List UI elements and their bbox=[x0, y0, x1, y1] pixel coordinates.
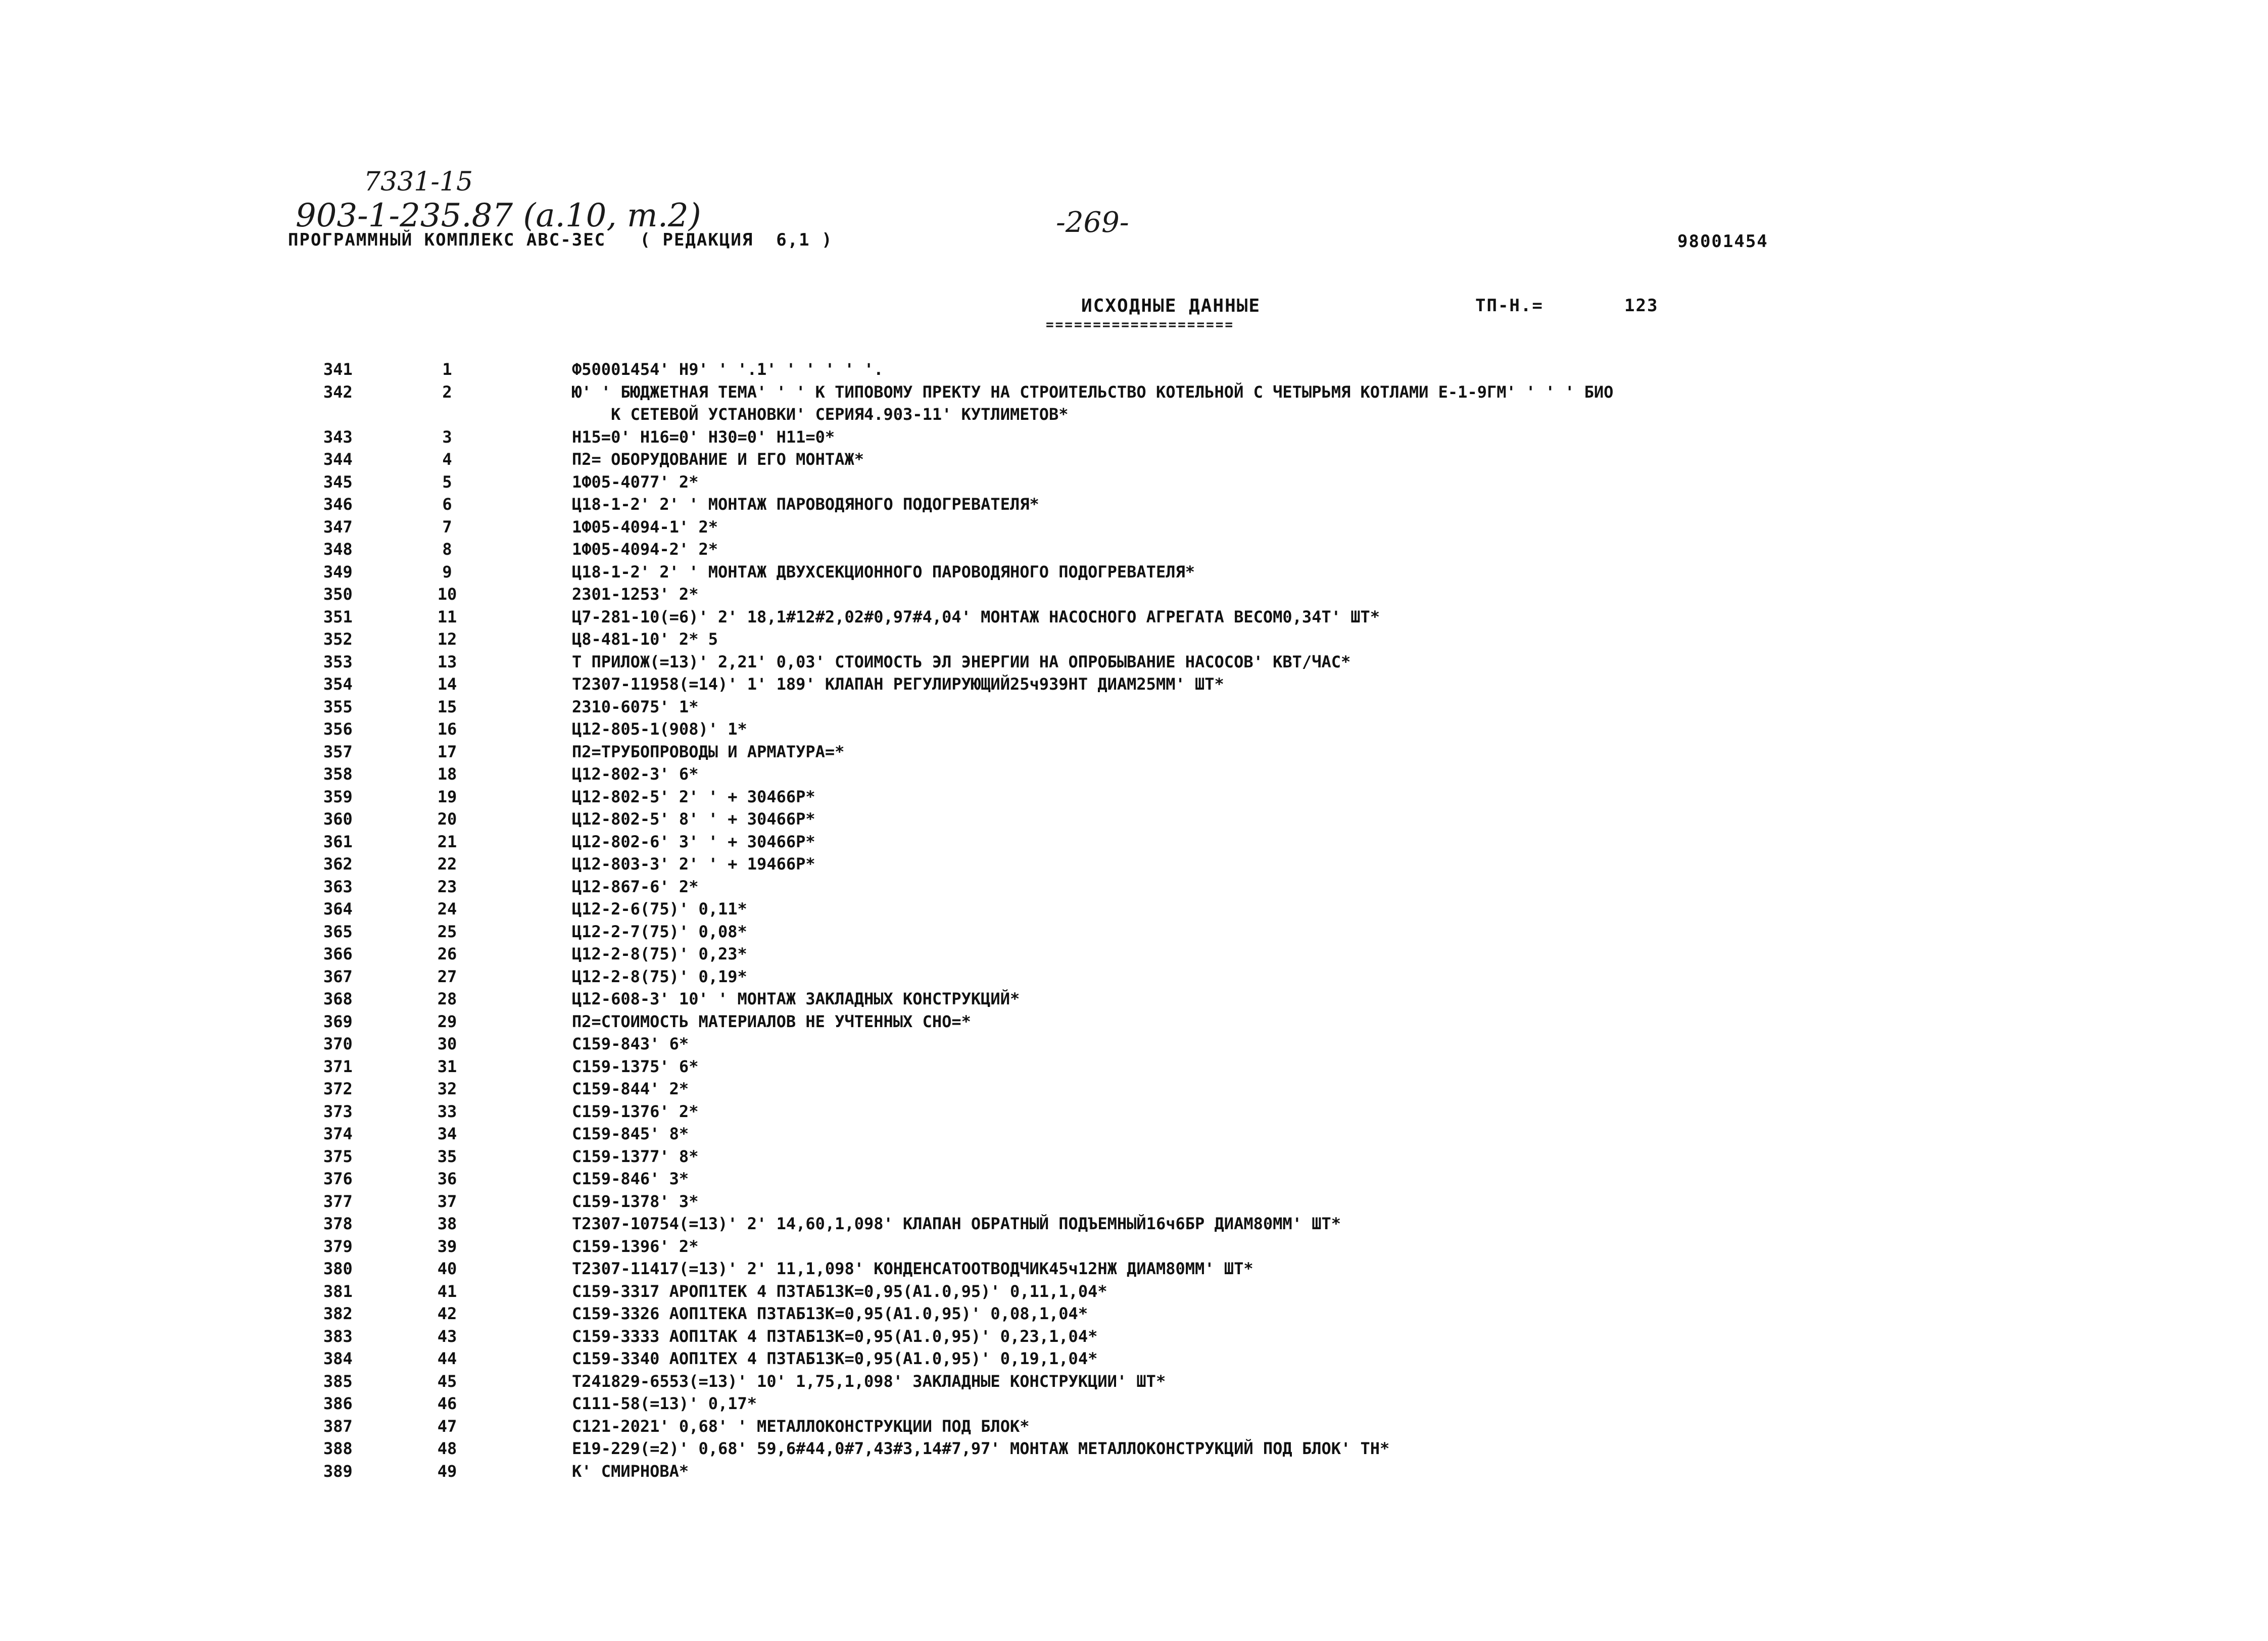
record-text: Ц12-802-5' 2' ' + 30466Р* bbox=[572, 787, 815, 806]
sequence-number: 32 bbox=[437, 1079, 457, 1098]
sequence-number: 2 bbox=[442, 382, 452, 402]
record-text: Ц12-867-6' 2* bbox=[572, 877, 699, 896]
line-number: 372 bbox=[323, 1079, 353, 1098]
sequence-number: 18 bbox=[437, 764, 457, 784]
record-text: С159-3326 АОП1ТЕКА П3ТАБ13К=0,95(А1.0,95)' 0,08,1,04* bbox=[572, 1304, 1088, 1323]
listing-row bbox=[323, 674, 2122, 697]
listing-row bbox=[323, 1057, 2122, 1080]
listing-row bbox=[323, 607, 2122, 630]
record-text: С159-1378' 3* bbox=[572, 1191, 699, 1211]
line-number: 381 bbox=[323, 1281, 353, 1301]
listing-row bbox=[323, 562, 2122, 585]
listing-row bbox=[323, 697, 2122, 720]
sequence-number: 27 bbox=[437, 967, 457, 986]
listing-row bbox=[323, 405, 2122, 427]
record-text: Е19-229(=2)' 0,68' 59,6#44,0#7,43#3,14#7,97' МОНТАЖ МЕТАЛЛОКОНСТРУКЦИЙ ПОД БЛОК' ТН* bbox=[572, 1439, 1390, 1458]
sequence-number: 19 bbox=[437, 787, 457, 806]
record-text: К' СМИРНОВА* bbox=[572, 1461, 689, 1481]
listing-row bbox=[323, 382, 2122, 405]
line-number: 388 bbox=[323, 1439, 353, 1458]
record-text: С159-1375' 6* bbox=[572, 1056, 699, 1076]
handwritten-archive-number: 7331-15 bbox=[364, 167, 473, 197]
record-text: С159-1376' 2* bbox=[572, 1101, 699, 1121]
line-number: 353 bbox=[323, 652, 353, 671]
data-listing bbox=[323, 360, 2122, 1484]
line-number: 370 bbox=[323, 1034, 353, 1053]
sequence-number: 23 bbox=[437, 877, 457, 896]
line-number: 345 bbox=[323, 472, 353, 492]
record-text: 2301-1253' 2* bbox=[572, 585, 699, 604]
listing-row bbox=[323, 517, 2122, 540]
listing-row bbox=[323, 764, 2122, 787]
record-text: С159-844' 2* bbox=[572, 1079, 689, 1098]
line-number: 358 bbox=[323, 764, 353, 784]
line-number: 378 bbox=[323, 1214, 353, 1233]
sequence-number: 12 bbox=[437, 630, 457, 649]
sequence-number: 46 bbox=[437, 1394, 457, 1413]
line-number: 361 bbox=[323, 832, 353, 851]
sequence-number: 11 bbox=[437, 607, 457, 626]
listing-row bbox=[323, 1147, 2122, 1170]
tp-number: 123 bbox=[1624, 296, 1659, 316]
sequence-number: 28 bbox=[437, 989, 457, 1008]
line-number: 365 bbox=[323, 922, 353, 941]
listing-row bbox=[323, 1102, 2122, 1125]
record-text: 1Ф05-4077' 2* bbox=[572, 472, 699, 492]
line-number: 387 bbox=[323, 1416, 353, 1436]
line-number: 352 bbox=[323, 630, 353, 649]
sequence-number: 22 bbox=[437, 854, 457, 874]
listing-row bbox=[323, 1462, 2122, 1484]
listing-row bbox=[323, 877, 2122, 900]
line-number: 355 bbox=[323, 697, 353, 716]
listing-row bbox=[323, 630, 2122, 652]
line-number: 367 bbox=[323, 967, 353, 986]
sequence-number: 29 bbox=[437, 1011, 457, 1031]
listing-row bbox=[323, 1124, 2122, 1147]
sequence-number: 42 bbox=[437, 1304, 457, 1323]
listing-row bbox=[323, 787, 2122, 810]
line-number: 374 bbox=[323, 1124, 353, 1143]
sequence-number: 14 bbox=[437, 674, 457, 694]
sequence-number: 45 bbox=[437, 1371, 457, 1391]
line-number: 347 bbox=[323, 517, 353, 537]
record-text: Т2307-10754(=13)' 2' 14,60,1,098' КЛАПАН ОБРАТНЫЙ ПОДЪЕМНЫЙ16ч6БР ДИАМ80ММ' ШТ* bbox=[572, 1214, 1341, 1233]
listing-row bbox=[323, 1439, 2122, 1462]
record-text: Ц12-2-7(75)' 0,08* bbox=[572, 922, 747, 941]
sequence-number: 5 bbox=[442, 472, 452, 492]
line-number: 389 bbox=[323, 1461, 353, 1481]
record-text: П2=СТОИМОСТЬ МАТЕРИАЛОВ НЕ УЧТЕННЫХ СНО=* bbox=[572, 1011, 971, 1031]
listing-row bbox=[323, 944, 2122, 967]
listing-row bbox=[323, 742, 2122, 765]
sequence-number: 13 bbox=[437, 652, 457, 671]
sequence-number: 43 bbox=[437, 1326, 457, 1346]
program-line: ПРОГРАММНЫЙ КОМПЛЕКС АВС-ЗЕС ( РЕДАКЦИЯ 6,1 ) bbox=[288, 230, 833, 250]
sequence-number: 35 bbox=[437, 1146, 457, 1166]
sequence-number: 21 bbox=[437, 832, 457, 851]
sequence-number: 6 bbox=[442, 495, 452, 514]
record-text: 1Ф05-4094-2' 2* bbox=[572, 540, 718, 559]
title-underline: ==================== bbox=[1046, 317, 1235, 332]
record-text: Ц12-805-1(908)' 1* bbox=[572, 719, 747, 739]
sequence-number: 44 bbox=[437, 1349, 457, 1368]
listing-row bbox=[323, 1327, 2122, 1349]
line-number: 386 bbox=[323, 1394, 353, 1413]
line-number: 354 bbox=[323, 674, 353, 694]
sequence-number: 34 bbox=[437, 1124, 457, 1143]
record-text: С111-58(=13)' 0,17* bbox=[572, 1394, 757, 1413]
record-text: Ц7-281-10(=6)' 2' 18,1#12#2,02#0,97#4,04' МОНТАЖ НАСОСНОГО АГРЕГАТА ВЕСОМ0,34Т' ШТ* bbox=[572, 607, 1380, 626]
listing-row bbox=[323, 1034, 2122, 1057]
listing-row bbox=[323, 832, 2122, 855]
handwritten-page-number: -269- bbox=[1056, 206, 1129, 239]
line-number: 344 bbox=[323, 450, 353, 469]
sequence-number: 26 bbox=[437, 944, 457, 963]
record-text: С121-2021' 0,68' ' МЕТАЛЛОКОНСТРУКЦИИ ПОД БЛОК* bbox=[572, 1416, 1030, 1436]
sequence-number: 25 bbox=[437, 922, 457, 941]
sequence-number: 36 bbox=[437, 1169, 457, 1188]
line-number: 366 bbox=[323, 944, 353, 963]
line-number: 343 bbox=[323, 427, 353, 447]
line-number: 356 bbox=[323, 719, 353, 739]
sequence-number: 20 bbox=[437, 809, 457, 829]
line-number: 383 bbox=[323, 1326, 353, 1346]
sequence-number: 8 bbox=[442, 540, 452, 559]
sequence-number: 15 bbox=[437, 697, 457, 716]
listing-row bbox=[323, 1079, 2122, 1102]
record-text: С159-846' 3* bbox=[572, 1169, 689, 1188]
section-title: ИСХОДНЫЕ ДАННЫЕ bbox=[1081, 296, 1261, 316]
record-text: 2310-6075' 1* bbox=[572, 697, 699, 716]
record-text: П2= ОБОРУДОВАНИЕ И ЕГО МОНТАЖ* bbox=[572, 450, 864, 469]
listing-row bbox=[323, 1237, 2122, 1260]
record-text: К СЕТЕВОЙ УСТАНОВКИ' СЕРИЯ4.903-11' КУТЛИМЕТОВ* bbox=[572, 405, 1069, 424]
sequence-number: 48 bbox=[437, 1439, 457, 1458]
line-number: 377 bbox=[323, 1191, 353, 1211]
sequence-number: 41 bbox=[437, 1281, 457, 1301]
sequence-number: 16 bbox=[437, 719, 457, 739]
record-text: Ц12-802-3' 6* bbox=[572, 764, 699, 784]
line-number: 359 bbox=[323, 787, 353, 806]
sequence-number: 4 bbox=[442, 450, 452, 469]
listing-row bbox=[323, 1259, 2122, 1282]
line-number: 342 bbox=[323, 382, 353, 402]
sequence-number: 9 bbox=[442, 562, 452, 582]
listing-row bbox=[323, 472, 2122, 495]
record-text: П2=ТРУБОПРОВОДЫ И АРМАТУРА=* bbox=[572, 742, 845, 761]
sequence-number: 3 bbox=[442, 427, 452, 447]
listing-row bbox=[323, 495, 2122, 517]
record-text: Ц18-1-2' 2' ' МОНТАЖ ДВУХСЕКЦИОННОГО ПАРОВОДЯНОГО ПОДОГРЕВАТЕЛЯ* bbox=[572, 562, 1195, 582]
line-number: 357 bbox=[323, 742, 353, 761]
record-text: С159-843' 6* bbox=[572, 1034, 689, 1053]
line-number: 351 bbox=[323, 607, 353, 626]
sequence-number: 40 bbox=[437, 1259, 457, 1278]
record-text: С159-845' 8* bbox=[572, 1124, 689, 1143]
record-text: Ю' ' БЮДЖЕТНАЯ ТЕМА' ' ' К ТИПОВОМУ ПРЕКТУ НА СТРОИТЕЛЬСТВО КОТЕЛЬНОЙ С ЧЕТЫРЬМЯ КОТЛАМИ Е-1-9ГМ' ' ' ' БИО bbox=[572, 382, 1614, 402]
listing-row bbox=[323, 719, 2122, 742]
line-number: 350 bbox=[323, 585, 353, 604]
listing-row bbox=[323, 1282, 2122, 1305]
line-number: 368 bbox=[323, 989, 353, 1008]
line-number: 380 bbox=[323, 1259, 353, 1278]
sequence-number: 47 bbox=[437, 1416, 457, 1436]
record-text: Ц12-802-5' 8' ' + 30466Р* bbox=[572, 809, 815, 829]
record-text: С159-3333 АОП1ТАК 4 П3ТАБ13К=0,95(А1.0,95)' 0,23,1,04* bbox=[572, 1326, 1098, 1346]
record-text: 1Ф05-4094-1' 2* bbox=[572, 517, 718, 537]
line-number: 363 bbox=[323, 877, 353, 896]
record-text: Ц12-803-3' 2' ' + 19466Р* bbox=[572, 854, 815, 874]
line-number: 376 bbox=[323, 1169, 353, 1188]
sequence-number: 39 bbox=[437, 1236, 457, 1256]
line-number: 348 bbox=[323, 540, 353, 559]
sequence-number: 1 bbox=[442, 360, 452, 379]
listing-row bbox=[323, 1417, 2122, 1439]
sequence-number: 10 bbox=[437, 585, 457, 604]
listing-row bbox=[323, 1394, 2122, 1417]
listing-row bbox=[323, 652, 2122, 675]
line-number: 384 bbox=[323, 1349, 353, 1368]
listing-row bbox=[323, 989, 2122, 1012]
listing-row bbox=[323, 427, 2122, 450]
line-number: 371 bbox=[323, 1056, 353, 1076]
listing-row bbox=[323, 1372, 2122, 1394]
record-text: С159-1396' 2* bbox=[572, 1236, 699, 1256]
record-text: Ц8-481-10' 2* 5 bbox=[572, 630, 718, 649]
listing-row bbox=[323, 854, 2122, 877]
line-number: 369 bbox=[323, 1011, 353, 1031]
line-number: 375 bbox=[323, 1146, 353, 1166]
sequence-number: 49 bbox=[437, 1461, 457, 1481]
sequence-number: 30 bbox=[437, 1034, 457, 1053]
line-number: 364 bbox=[323, 899, 353, 919]
handwritten-project-reference: 903-1-235.87 (а.10, т.2) bbox=[296, 197, 701, 234]
line-number: 362 bbox=[323, 854, 353, 874]
listing-row bbox=[323, 809, 2122, 832]
line-number: 373 bbox=[323, 1101, 353, 1121]
listing-row bbox=[323, 1169, 2122, 1192]
listing-row bbox=[323, 1214, 2122, 1237]
record-text: Т2307-11417(=13)' 2' 11,1,098' КОНДЕНСАТООТВОДЧИК45ч12НЖ ДИАМ80ММ' ШТ* bbox=[572, 1259, 1253, 1278]
line-number: 341 bbox=[323, 360, 353, 379]
listing-row bbox=[323, 360, 2122, 382]
sequence-number: 17 bbox=[437, 742, 457, 761]
listing-row bbox=[323, 585, 2122, 607]
record-text: Ц12-802-6' 3' ' + 30466Р* bbox=[572, 832, 815, 851]
sequence-number: 7 bbox=[442, 517, 452, 537]
record-text: Ц12-2-8(75)' 0,23* bbox=[572, 944, 747, 963]
document-number: 98001454 bbox=[1677, 231, 1768, 252]
record-text: Ф50001454' Н9' ' '.1' ' ' ' ' '. bbox=[572, 360, 884, 379]
line-number: 385 bbox=[323, 1371, 353, 1391]
listing-row bbox=[323, 540, 2122, 562]
record-text: Ц12-2-6(75)' 0,11* bbox=[572, 899, 747, 919]
listing-row bbox=[323, 1304, 2122, 1327]
listing-row bbox=[323, 1192, 2122, 1215]
record-text: Т ПРИЛОЖ(=13)' 2,21' 0,03' СТОИМОСТЬ ЭЛ ЭНЕРГИИ НА ОПРОБЫВАНИЕ НАСОСОВ' КВТ/ЧАС* bbox=[572, 652, 1351, 671]
line-number: 379 bbox=[323, 1236, 353, 1256]
record-text: Ц12-2-8(75)' 0,19* bbox=[572, 967, 747, 986]
listing-row bbox=[323, 967, 2122, 990]
record-text: Ц18-1-2' 2' ' МОНТАЖ ПАРОВОДЯНОГО ПОДОГРЕВАТЕЛЯ* bbox=[572, 495, 1039, 514]
record-text: Т2307-11958(=14)' 1' 189' КЛАПАН РЕГУЛИРУЮЩИЙ25ч939НТ ДИАМ25ММ' ШТ* bbox=[572, 674, 1224, 694]
line-number: 346 bbox=[323, 495, 353, 514]
tp-label: ТП-Н.= bbox=[1475, 296, 1543, 316]
listing-row bbox=[323, 1012, 2122, 1035]
sequence-number: 24 bbox=[437, 899, 457, 919]
record-text: Ц12-608-3' 10' ' МОНТАЖ ЗАКЛАДНЫХ КОНСТРУКЦИЙ* bbox=[572, 989, 1020, 1008]
line-number: 349 bbox=[323, 562, 353, 582]
sequence-number: 37 bbox=[437, 1191, 457, 1211]
sequence-number: 33 bbox=[437, 1101, 457, 1121]
line-number: 382 bbox=[323, 1304, 353, 1323]
listing-row bbox=[323, 922, 2122, 945]
record-text: С159-3340 АОП1ТЕХ 4 П3ТАБ13К=0,95(А1.0,95)' 0,19,1,04* bbox=[572, 1349, 1098, 1368]
listing-row bbox=[323, 899, 2122, 922]
record-text: С159-1377' 8* bbox=[572, 1146, 699, 1166]
sequence-number: 38 bbox=[437, 1214, 457, 1233]
record-text: С159-3317 АРОП1ТЕК 4 П3ТАБ13К=0,95(А1.0,95)' 0,11,1,04* bbox=[572, 1281, 1107, 1301]
listing-row bbox=[323, 450, 2122, 472]
listing-row bbox=[323, 1349, 2122, 1372]
sequence-number: 31 bbox=[437, 1056, 457, 1076]
record-text: Н15=0' Н16=0' Н30=0' Н11=0* bbox=[572, 427, 835, 447]
line-number: 360 bbox=[323, 809, 353, 829]
record-text: Т241829-6553(=13)' 10' 1,75,1,098' ЗАКЛАДНЫЕ КОНСТРУКЦИИ' ШТ* bbox=[572, 1371, 1166, 1391]
